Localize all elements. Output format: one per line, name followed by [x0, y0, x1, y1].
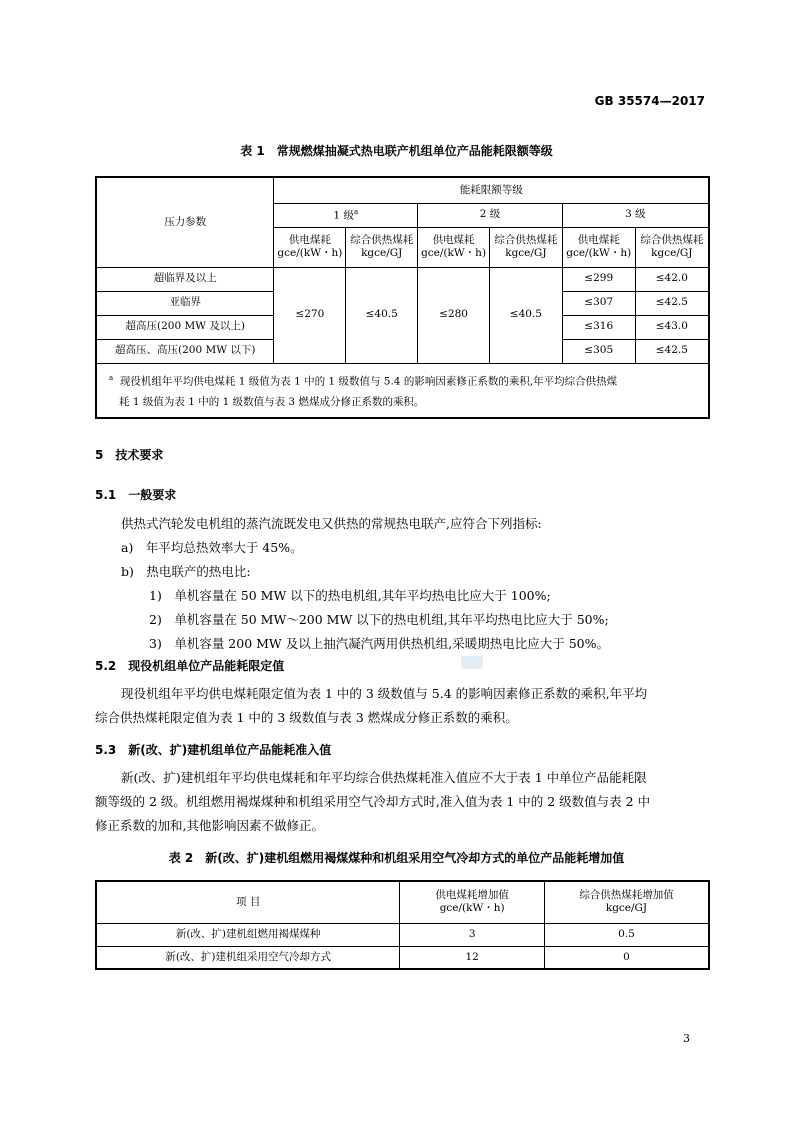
- g3-power-value: ≤305: [562, 339, 635, 363]
- row-item: 新(改、扩)建机组采用空气冷却方式: [96, 946, 400, 969]
- table2: [95, 880, 710, 970]
- watermark-logo: [461, 656, 483, 669]
- grade2-header: 2 级: [418, 203, 563, 227]
- g3-power-value: ≤316: [562, 315, 635, 339]
- table2-title: 表 2 新(改、扩)建机组燃用褐煤煤种和机组采用空气冷却方式的单位产品能耗增加值: [168, 851, 625, 865]
- section52-heading: 5.2 现役机组单位产品能耗限定值: [95, 659, 285, 673]
- g3-heat-value: ≤42.5: [635, 291, 709, 315]
- heat-increase-value: 0.5: [544, 923, 709, 946]
- s51-intro: 供热式汽轮发电机组的蒸汽流既发电又供热的常规热电联产,应符合下列指标:: [121, 516, 542, 531]
- g3-power-value: ≤299: [562, 267, 635, 291]
- grade3-header: 3 级: [562, 203, 709, 227]
- g2-power-value: ≤280: [418, 267, 490, 363]
- g3-heat-header: 综合供热煤耗 kgce/GJ: [635, 227, 709, 267]
- row-param: 超临界及以上: [96, 267, 274, 291]
- power-increase-value: 3: [400, 923, 545, 946]
- heat-increase-header: 综合供热煤耗增加值 kgce/GJ: [544, 881, 709, 923]
- footnote-mark: a: [109, 373, 114, 382]
- s51-item-b: b) 热电联产的热电比:: [121, 564, 251, 579]
- section51-heading: 5.1 一般要求: [95, 488, 177, 502]
- s52-line2: 综合供热煤耗限定值为表 1 中的 3 级数值与表 3 燃煤成分修正系数的乘积。: [95, 710, 518, 725]
- g1-heat-value: ≤40.5: [346, 267, 418, 363]
- heat-increase-value: 0: [544, 946, 709, 969]
- g2-heat-value: ≤40.5: [490, 267, 563, 363]
- section5-heading: 5 技术要求: [95, 448, 164, 462]
- row-param: 超高压(200 MW 及以上): [96, 315, 274, 339]
- g3-heat-value: ≤42.0: [635, 267, 709, 291]
- g2-heat-header: 综合供热煤耗 kgce/GJ: [490, 227, 563, 267]
- page-number: 3: [683, 1032, 690, 1045]
- g1-power-header: 供电煤耗 gce/(kW・h): [274, 227, 346, 267]
- row-param: 亚临界: [96, 291, 274, 315]
- g3-power-value: ≤307: [562, 291, 635, 315]
- table1-footnote: $^a$ 现役机组年平均供电煤耗 1 级值为表 1 中的 1 级数值与 5.4 的影响因素修正系数的乘积,年平均综合供热煤 耗 1 级值为表 1 中的 1 级数值与表 3 燃煤成分修正系数的乘积。: [96, 363, 709, 418]
- power-increase-value: 12: [400, 946, 545, 969]
- s51-item-b2: 2) 单机容量在 50 MW～200 MW 以下的热电机组,其年平均热电比应大于 50%;: [149, 612, 609, 627]
- s51-item-a: a) 年平均总热效率大于 45%。: [121, 540, 303, 555]
- table-row: [96, 946, 709, 969]
- limit-header: 能耗限额等级: [274, 177, 709, 203]
- grade1-footnote-mark: a: [353, 207, 359, 216]
- item-header: 项 目: [96, 881, 400, 923]
- s52-line1: 现役机组年平均供电煤耗限定值为表 1 中的 3 级数值与 5.4 的影响因素修正系数的乘积,年平均: [121, 686, 648, 701]
- g3-heat-value: ≤42.5: [635, 339, 709, 363]
- s53-line1: 新(改、扩)建机组年平均供电煤耗和年平均综合供热煤耗准入值应不大于表 1 中单位产品能耗限: [121, 770, 647, 785]
- g1-heat-header: 综合供热煤耗 kgce/GJ: [346, 227, 418, 267]
- g3-heat-value: ≤43.0: [635, 315, 709, 339]
- g1-power-value: ≤270: [274, 267, 346, 363]
- s51-item-b1: 1) 单机容量在 50 MW 以下的热电机组,其年平均热电比应大于 100%;: [149, 588, 551, 603]
- row-param: 超高压、高压(200 MW 以下): [96, 339, 274, 363]
- table-row: [96, 267, 709, 291]
- g3-power-header: 供电煤耗 gce/(kW・h): [562, 227, 635, 267]
- grade1-header: 1 级$^a$: [274, 203, 418, 227]
- param-header: 压力参数: [96, 177, 274, 267]
- s51-item-b3: 3) 单机容量 200 MW 及以上抽汽凝汽两用供热机组,采暖期热电比应大于 50%。: [149, 636, 609, 651]
- power-increase-header: 供电煤耗增加值 gce/(kW・h): [400, 881, 545, 923]
- section53-heading: 5.3 新(改、扩)建机组单位产品能耗准入值: [95, 743, 332, 757]
- s53-line3: 修正系数的加和,其他影响因素不做修正。: [95, 818, 324, 833]
- row-item: 新(改、扩)建机组燃用褐煤煤种: [96, 923, 400, 946]
- standard-code: GB 35574—2017: [594, 94, 705, 108]
- table1-title: 表 1 常规燃煤抽凝式热电联产机组单位产品能耗限额等级: [240, 144, 553, 158]
- g2-power-header: 供电煤耗 gce/(kW・h): [418, 227, 490, 267]
- table-row: [96, 923, 709, 946]
- s53-line2: 额等级的 2 级。机组燃用褐煤煤种和机组采用空气冷却方式时,准入值为表 1 中的 2 级数值与表 2 中: [95, 794, 651, 809]
- table1: [95, 176, 710, 419]
